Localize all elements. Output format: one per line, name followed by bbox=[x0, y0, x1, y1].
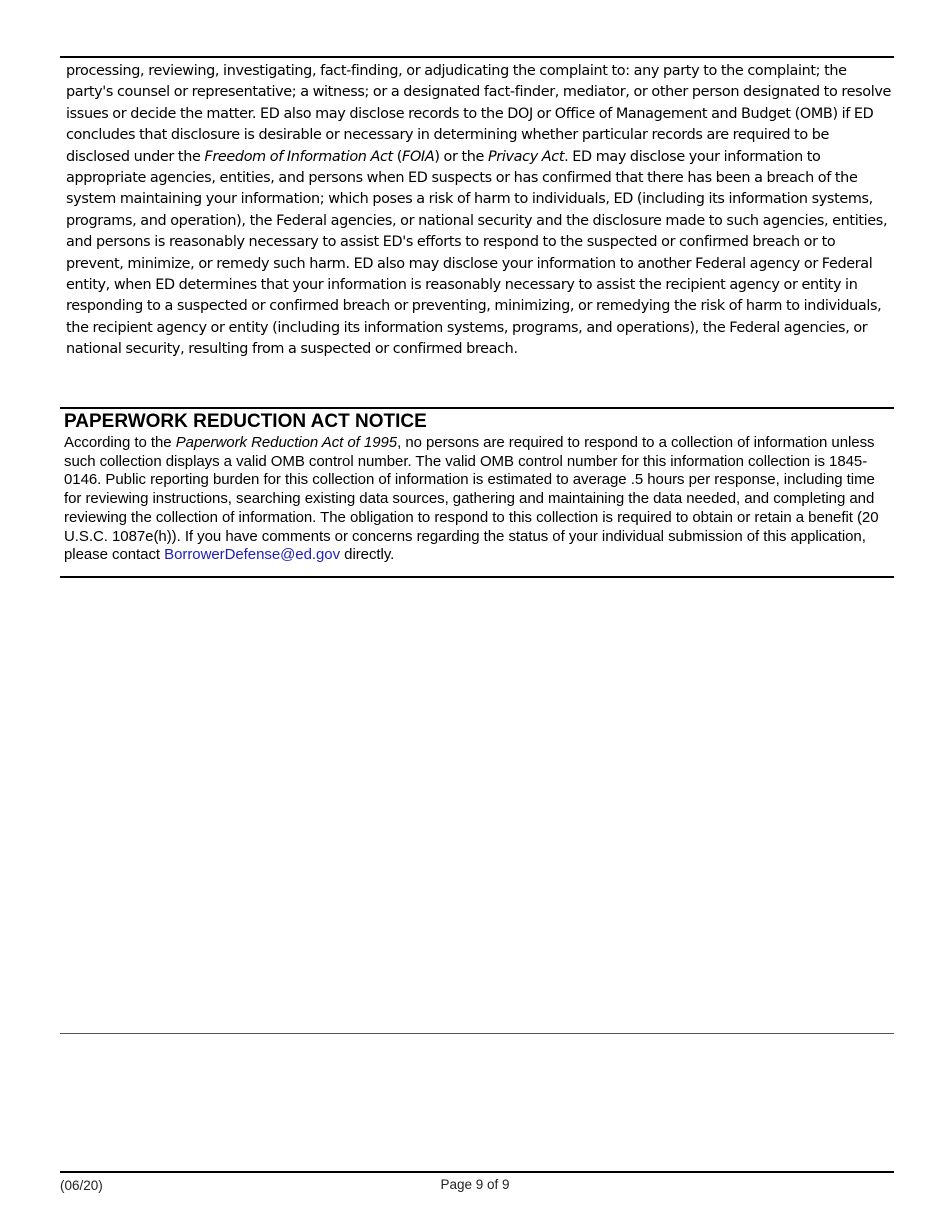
footer-divider bbox=[60, 1171, 894, 1173]
paperwork-act-name: Paperwork Reduction Act of 1995 bbox=[175, 434, 398, 451]
paperwork-notice-body bbox=[64, 434, 890, 565]
foia-abbreviation: FOIA bbox=[402, 148, 435, 165]
borrower-defense-email-link[interactable]: BorrowerDefense@ed.gov bbox=[164, 546, 341, 564]
top-divider bbox=[60, 56, 894, 58]
paperwork-bottom-divider bbox=[60, 576, 894, 578]
privacy-text-part-4: . ED may disclose your information to appropriate agencies, entities, and persons when ED suspects or has confirmed that there has been a breach of the system maintaining your information; which poses a risk of harm to individuals, ED (including its information systems, programs, and operation), the Federal agencies, or national security and the disclosure made to such agencies, entities, and persons is reasonably necessary to assist ED's efforts to respond to the suspected or confirmed breach or to prevent, minimize, or remedy such harm. ED also may disclose your information to another Federal agency or Federal entity, when ED determines that your information is reasonably necessary to assist the recipient agency or entity in responding to a suspected or confirmed breach or preventing, minimizing, or remedying the risk of harm to individuals, the recipient agency or entity (including its information systems, programs, and operations), the Federal agencies, or national security, resulting from a suspected or confirmed breach. bbox=[66, 148, 888, 358]
privacy-act-continuation bbox=[66, 61, 892, 361]
paperwork-closing: directly. bbox=[340, 546, 395, 564]
privacy-text-part-1: processing, reviewing, investigating, fact-finding, or adjudicating the complaint to: any party to the complaint; the party's counsel or representative; a witness; or a designated fact-finder, mediator, or other person designated to resolve issues or decide the matter. ED also may disclose records to the DOJ or Office of Management and Budget (OMB) if ED concludes that disclosure is desirable or necessary in determining whether particular records are required to be disclosed under the bbox=[66, 63, 892, 165]
foia-act-title: Freedom of Information Act bbox=[204, 148, 393, 165]
privacy-act-title: Privacy Act bbox=[487, 148, 565, 165]
section-divider bbox=[60, 407, 894, 409]
paperwork-notice-title: PAPERWORK REDUCTION ACT NOTICE bbox=[64, 411, 427, 432]
paperwork-body-text: , no persons are required to respond to a collection of information unless such collection displays a valid OMB control number. The valid OMB control number for this information collection is 1845-0146. Public reporting burden for this collection of information is estimated to average .5 hours per response, including time for reviewing instructions, searching existing data sources, gathering and maintaining the data needed, and completing and reviewing the collection of information. The obligation to respond to this collection is required to obtain or retain a benefit (20 U.S.C. 1087e(h)). If you have comments or concerns regarding the status of your individual submission of this application, please contact bbox=[64, 434, 879, 564]
privacy-text-part-2: ( bbox=[392, 148, 403, 165]
form-revision-date: (06/20) bbox=[60, 1178, 103, 1193]
paperwork-intro: According to the bbox=[64, 434, 176, 451]
privacy-text-part-3: ) or the bbox=[434, 148, 488, 165]
page-number: Page 9 of 9 bbox=[440, 1177, 510, 1192]
lower-thin-divider bbox=[60, 1033, 894, 1034]
